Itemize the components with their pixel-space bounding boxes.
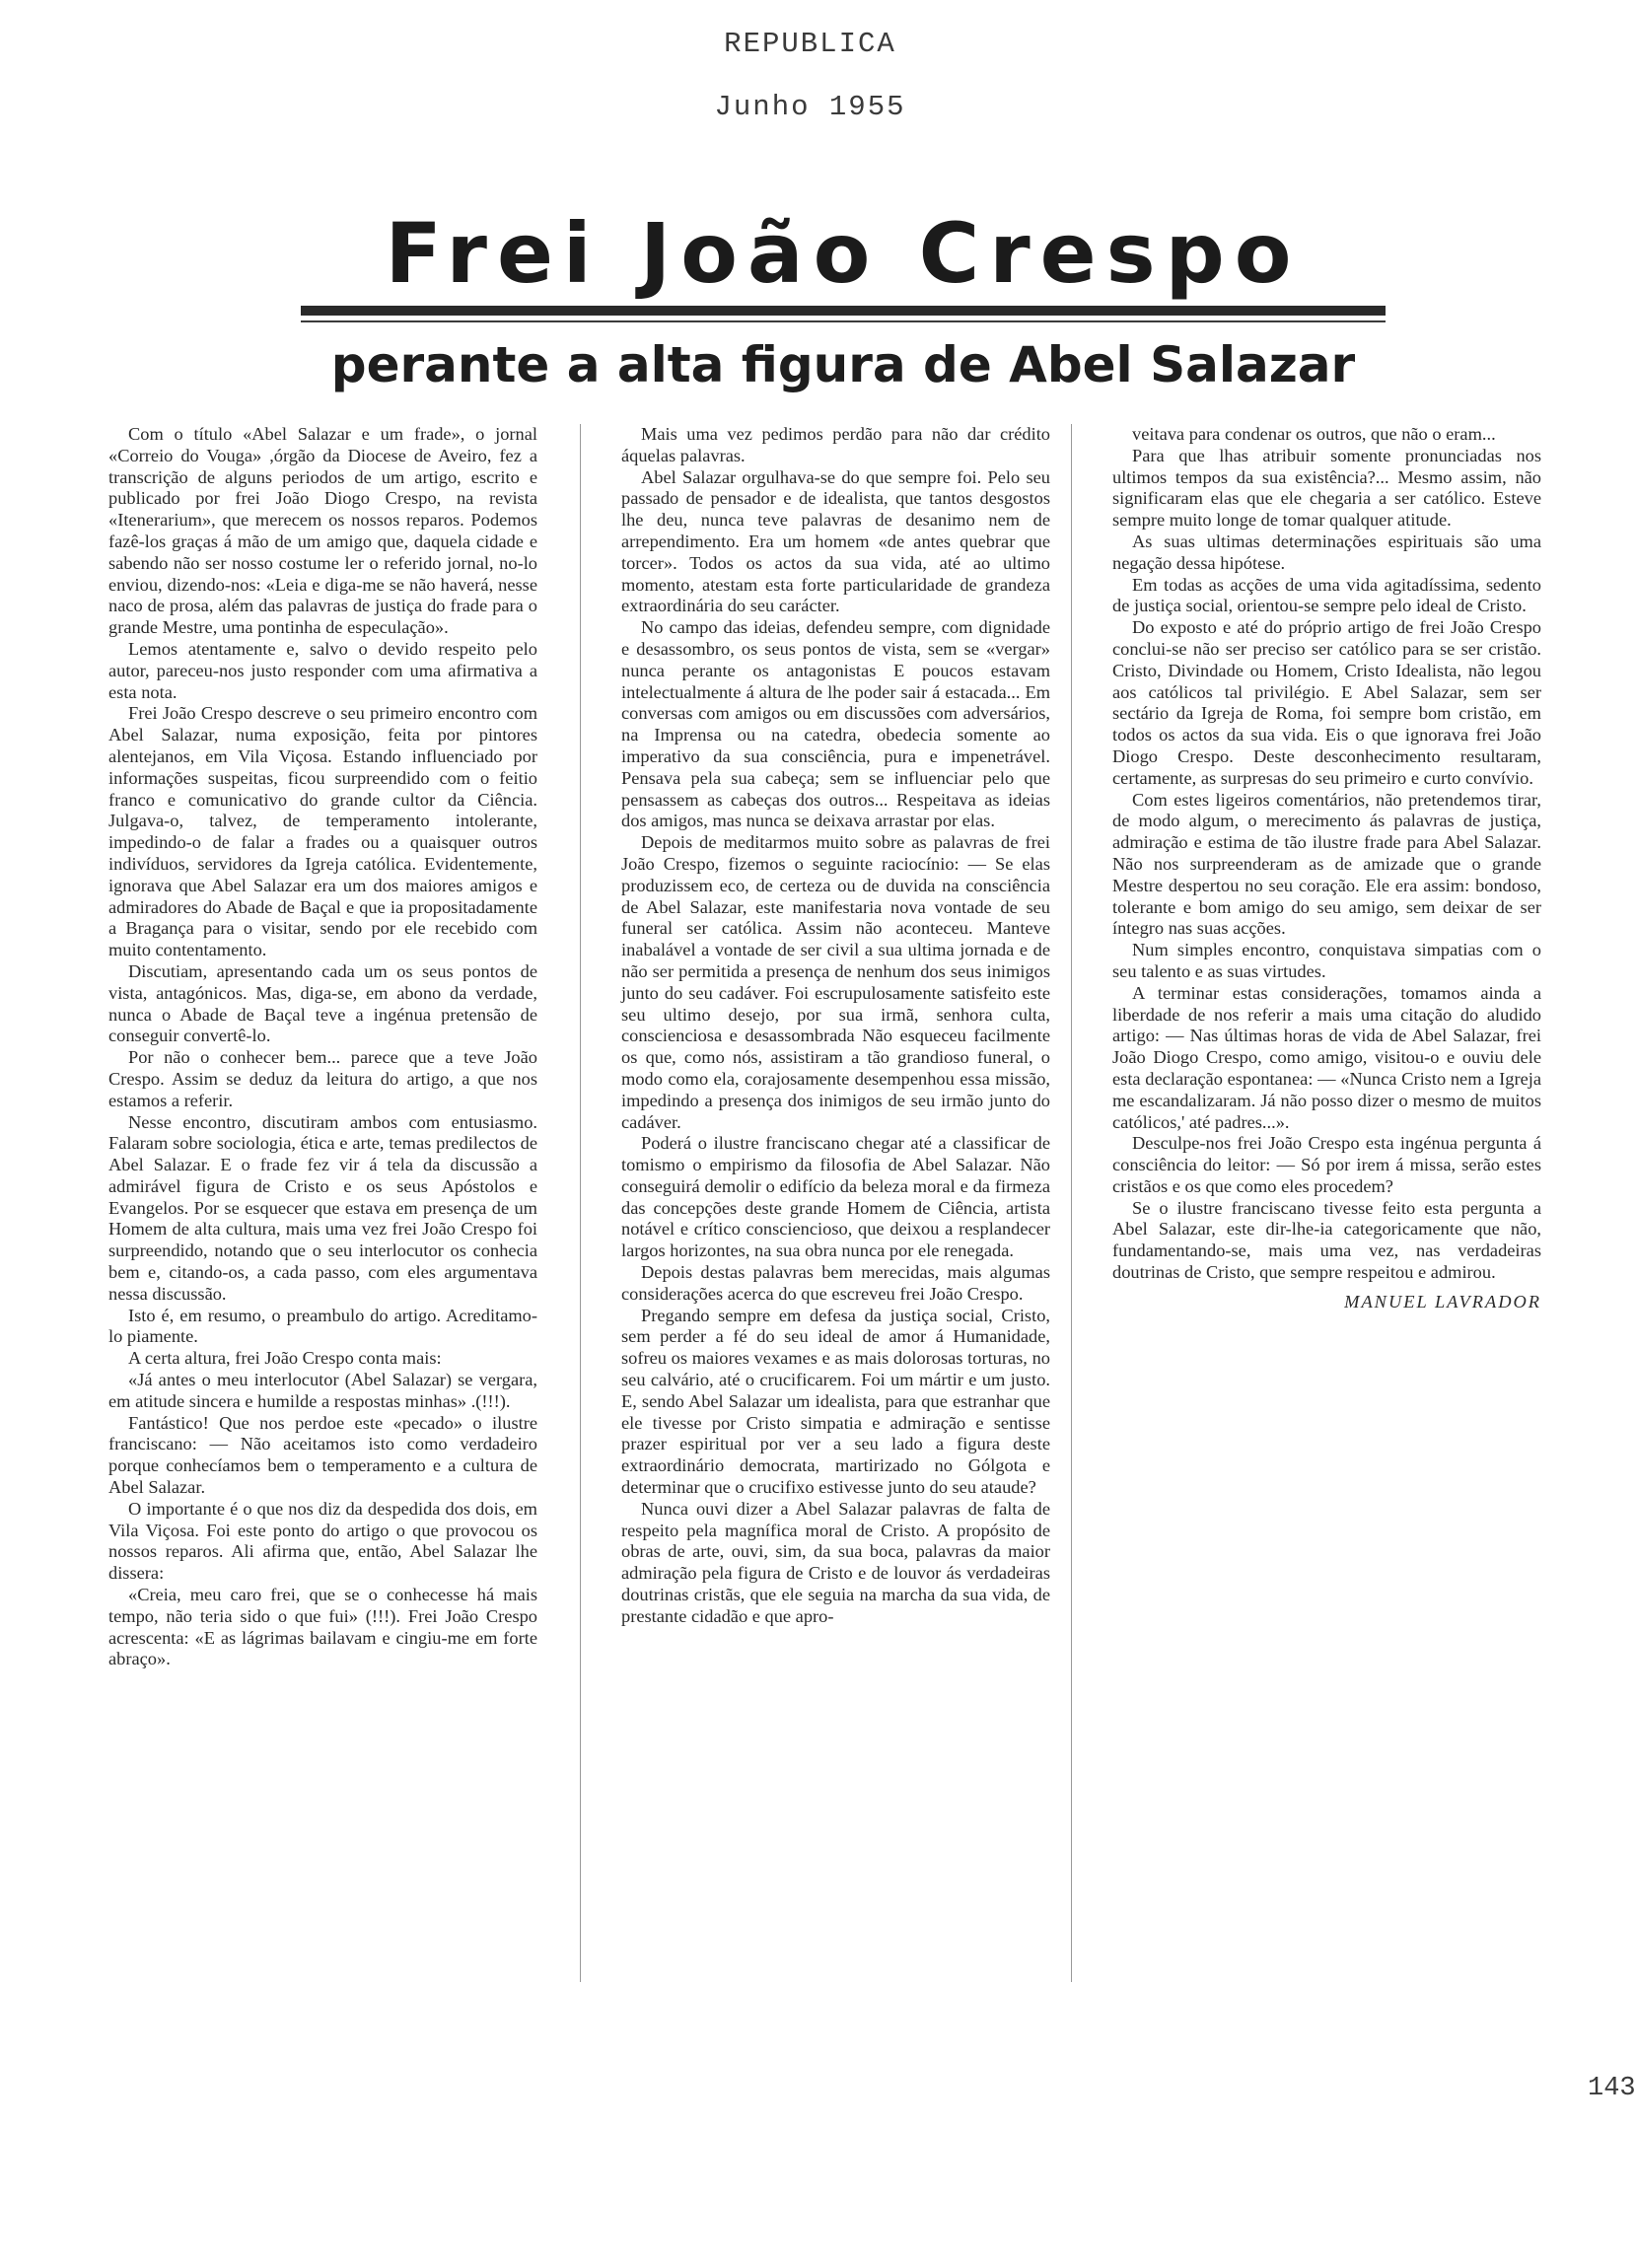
article-paragraph: Pregando sempre em defesa da justiça social, Cristo, sem perder a fé do seu ideal de amor á Humanidade, sofreu os maiores vexames e as mais dolorosas torturas, no seu calvário, até o crucificarem. Foi um mártir e um justo. E, sendo Abel Salazar um idealista, para que estranhar que ele tivesse por Cristo simpatia e admiração e sentisse prazer espiritual por ver a seu lado a figura deste extraordinário democrata, martirizado no Gólgota e determinar que o crucifixo estivesse junto do seu ataude? [621,1305,1050,1498]
article-paragraph: Discutiam, apresentando cada um os seus pontos de vista, antagónicos. Mas, diga-se, em abono da verdade, nunca o Abade de Baçal teve a ingénua pretensão de conseguir convertê-lo. [108,960,537,1046]
article-paragraph: Depois destas palavras bem merecidas, mais algumas considerações acerca do que escreveu frei João Crespo. [621,1262,1050,1304]
article-paragraph: veitava para condenar os outros, que não o eram... [1132,424,1496,444]
headline-rule-thick [301,306,1386,316]
column-divider [580,424,581,1982]
article-paragraph: No campo das ideias, defendeu sempre, com dignidade e desassombro, os seus pontos de vista, sem se «vergar» nunca perante os antagonistas E poucos estavam intelectualmente á altura de lhe poder sair á estacada... Em conversas com amigos ou em discussões com adversários, na Imprensa ou na catedra, obedecia somente ao imperativo da sua consciência, pura e impenetrável. Pensava pela sua cabeça; sem se influenciar pelo que pensassem as cabeças dos outros... Respeitava as ideias dos amigos, mas nunca se deixava arrastar por elas. [621,617,1050,831]
page-number: 143 [1588,2074,1636,2103]
column-divider [1071,424,1072,1982]
newspaper-clipping [108,205,1636,2184]
article-paragraph: As suas ultimas determinações espirituais são uma negação dessa hipótese. [1112,531,1541,573]
article-paragraph: Nunca ouvi dizer a Abel Salazar palavras de falta de respeito pela magnífica moral de Cristo. A propósito de obras de arte, ouvi, sim, da sua boca, palavras da maior admiração pela figura de Cristo e de louvor ás verdadeiras doutrinas cristãs, que ele seguia na marcha da sua vida, de prestante cidadão e que apro- [621,1498,1050,1626]
article-paragraph: Se o ilustre franciscano tivesse feito esta pergunta a Abel Salazar, este dir-lhe-ia categoricamente que não, fundamentando-se, mais uma vez, nas verdadeiras doutrinas de Cristo, que sempre respeitou e admirou. [1112,1197,1541,1283]
article-paragraph: «Já antes o meu interlocutor (Abel Salazar) se vergara, em atitude sincera e humilde a respostas minhas» .(!!!). [108,1370,537,1411]
article-paragraph: Fantástico! Que nos perdoe este «pecado» o ilustre franciscano: — Não aceitamos isto como verdadeiro porque conhecíamos bem o temperamento e a cultura de Abel Salazar. [108,1412,537,1498]
article-paragraph: Abel Salazar orgulhava-se do que sempre foi. Pelo seu passado de pensador e de idealista, que tantos desgostos lhe deu, nunca teve palavras de desanimo nem de arrependimento. Era um homem «de antes quebrar que torcer». Todos os actos da sua vida, até ao ultimo momento, atestam esta forte particularidade de grandeza extraordinária do seu carácter. [621,466,1050,616]
article-paragraph: Isto é, em resumo, o preambulo do artigo. Acreditamo-lo piamente. [108,1305,537,1347]
article-paragraph: Frei João Crespo descreve o seu primeiro encontro com Abel Salazar, numa exposição, feita por pintores alentejanos, em Vila Viçosa. Estando influenciado por informações suspeitas, ficou surpreendido com o feitio franco e comunicativo do grande cultor da Ciência. Julgava-o, talvez, de temperamento intolerante, impedindo-o de falar a frades ou a quaisquer outros indivíduos, servidores da Igreja católica. Evidentemente, ignorava que Abel Salazar era um dos maiores amigos e admiradores do Abade de Baçal e que ia propositadamente a Bragança para o visitar, sendo por ele recebido com muito contentamento. [108,703,537,960]
article-paragraph: Mais uma vez pedimos perdão para não dar crédito áquelas palavras. [621,424,1050,465]
article-paragraph: Para que lhas atribuir somente pronunciadas nos ultimos tempos da sua existência?... Mesmo assim, não significaram elas que ele chegaria a ser católico. Esteve sempre muito longe de tomar qualquer atitude. [1112,445,1541,531]
publication-name: REPUBLICA [724,28,896,60]
article-paragraph: A terminar estas considerações, tomamos ainda a liberdade de nos referir a mais uma citação do aludido artigo: — Nas últimas horas de vida de Abel Salazar, frei João Diogo Crespo, como amigo, visitou-o e ouviu dele esta declaração espontanea: — «Nunca Cristo nem a Igreja me escandalizaram. Já não posso dizer o mesmo de muitos católicos,' até padres...». [1112,982,1541,1132]
article-paragraph: Nesse encontro, discutiram ambos com entusiasmo. Falaram sobre sociologia, ética e arte, temas predilectos de Abel Salazar. E o frade fez vir á tela da discussão a admirável figura de Cristo e os seus Apóstolos e Evangelos. Por se esquecer que estava em presença de um Homem de alta cultura, mais uma vez frei João Crespo foi surpreendido, notando que o seu interlocutor os conhecia bem e, citando-os, a cada passo, com eles argumentava nessa discussão. [108,1111,537,1304]
article-paragraph: «Creia, meu caro frei, que se o conhecesse há mais tempo, não teria sido o que fui» (!!!). Frei João Crespo acrescenta: «E as lágrimas bailavam e cingiu-me em forte abraço». [108,1585,537,1669]
article-paragraph: O importante é o que nos diz da despedida dos dois, em Vila Viçosa. Foi este ponto do artigo o que provocou os nossos reparos. Ali afirma que, então, Abel Salazar lhe dissera: [108,1498,537,1584]
article-paragraph: Depois de meditarmos muito sobre as palavras de frei João Crespo, fizemos o seguinte raciocínio: — Se elas produzissem eco, de certeza ou de duvida na consciência de Abel Salazar, este manifestaria nova vontade de seu funeral ser católica. Assim não aconteceu. Manteve inabalável a vontade de ser civil a sua ultima jornada e de não ser permitida a presença de nenhum dos seus inimigos junto do seu cadáver. Foi escrupulosamente satisfeito este seu ultimo desejo, por sua irmã, senhora culta, conscienciosa e desassombrada Não esqueceu facilmente os que, como nós, assistiram a tão grandioso funeral, o modo como ela, corajosamente desempenhou essa missão, impedindo a presença dos inimigos de seu irmão junto do cadáver. [621,832,1050,1132]
article-paragraph: Em todas as acções de uma vida agitadíssima, sedento de justiça social, orientou-se sempre pelo ideal de Cristo. [1112,574,1541,616]
article-paragraph: Lemos atentamente e, salvo o devido respeito pelo autor, pareceu-nos justo responder com uma afirmativa a esta nota. [108,638,537,702]
article-paragraph: Com o título «Abel Salazar e um frade», o jornal «Correio do Vouga» ,órgão da Diocese de Aveiro, fez a transcrição de alguns periodos de um artigo, escrito e publicado por frei João Diogo Crespo, na revista «Itenerarium», que merecem os nossos reparos. Podemos fazê-los graças á mão de um amigo que, daquela cidade e sabendo não ser nosso costume ler o referido jornal, no-lo enviou, dizendo-nos: «Leia e diga-me se não haverá, nesse naco de prosa, além das palavras de justiça do frade para o grande Mestre, uma pontinha de especulação». [108,424,537,638]
article-column-3 [1112,424,1541,1313]
author-signature: MANUEL LAVRADOR [1344,1291,1541,1311]
article-column-2 [621,424,1050,1628]
article-paragraph: Num simples encontro, conquistava simpatias com o seu talento e as suas virtudes. [1112,940,1541,981]
article-paragraph: Do exposto e até do próprio artigo de frei João Crespo conclui-se não ser preciso ser católico para se ser cristão. Cristo, Divindade ou Homem, Cristo Idealista, não legou aos católicos tal privilégio. E Abel Salazar, sem ser sectário da Igreja de Roma, foi sempre bom cristão, em todos os actos da sua vida. Eis o que ignorava frei João Diogo Crespo. Deste desconhecimento resultaram, certamente, as surpresas do seu primeiro e curto convívio. [1112,617,1541,788]
article-paragraph: Poderá o ilustre franciscano chegar até a classificar de tomismo o empirismo da filosofia de Abel Salazar. Não conseguirá demolir o edifício da beleza moral e da firmeza das concepções deste grande Homem de Ciência, artista notável e crítico consciencioso, que deixou a resplandecer largos horizontes, na sua obra nunca por ele renegada. [621,1133,1050,1261]
article-column-1 [108,424,537,1670]
article-paragraph: A certa altura, frei João Crespo conta mais: [128,1348,442,1369]
headline: Frei João Crespo [385,205,1302,302]
article-paragraph: Com estes ligeiros comentários, não pretendemos tirar, de modo algum, o merecimento ás palavras de justiça, admiração e estima de tão ilustre frade para Abel Salazar. Não nos surpreenderam as de amizade que o grande Mestre despertou no seu coração. Ele era assim: bondoso, tolerante e bom amigo do seu amigo, sem deixar de ser íntegro nas suas acções. [1112,789,1541,939]
publication-date: Junho 1955 [714,91,906,123]
subheadline: perante a alta figura de Abel Salazar [330,336,1356,393]
article-paragraph: Por não o conhecer bem... parece que a teve João Crespo. Assim se deduz da leitura do artigo, a que nos estamos a referir. [108,1047,537,1110]
headline-rule-thin [301,320,1386,322]
article-paragraph: Desculpe-nos frei João Crespo esta ingénua pergunta á consciência do leitor: — Só por irem á missa, serão estes cristãos e os que como eles procedem? [1112,1133,1541,1196]
